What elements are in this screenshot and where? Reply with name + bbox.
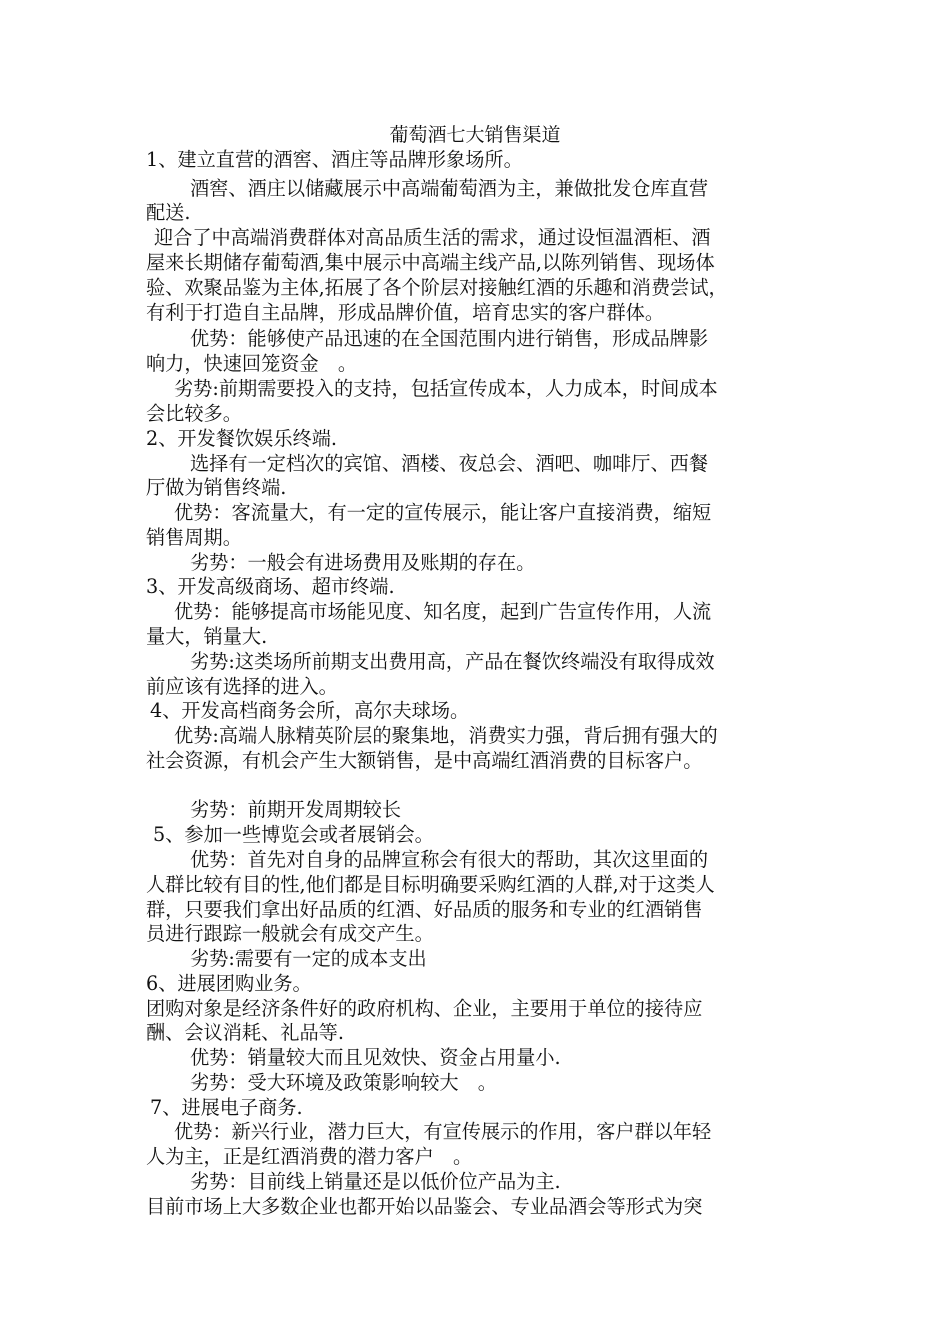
paragraph-line: 酒窖、酒庄以储藏展示中高端葡萄酒为主，兼做批发仓库直营 (190, 177, 709, 200)
paragraph-line: 迎合了中高端消费群体对高品质生活的需求，通过设恒温酒柜、酒 (154, 226, 711, 249)
heading-1: 1、建立直营的酒窖、酒庄等品牌形象场所。 (146, 148, 523, 171)
paragraph-line: 酬、会议消耗、礼品等. (146, 1021, 344, 1044)
paragraph-line: 员进行跟踪一般就会有成交产生。 (146, 922, 434, 945)
paragraph-line: 量大，销量大. (146, 625, 268, 648)
heading-5: 5、参加一些博览会或者展销会。 (153, 823, 434, 846)
paragraph-line: 有利于打造自主品牌，形成品牌价值，培育忠实的客户群体。 (146, 301, 665, 324)
paragraph-line: 验、欢聚品鉴为主体,拓展了各个阶层对接触红酒的乐趣和消费尝试， (146, 276, 728, 299)
heading-3: 3、开发高级商场、超市终端. (146, 575, 395, 598)
document-title: 葡萄酒七大销售渠道 (389, 124, 561, 146)
paragraph-line: 会比较多。 (146, 402, 242, 425)
paragraph-line: 人群比较有目的性,他们都是目标明确要采购红酒的人群,对于这类人 (146, 873, 715, 896)
paragraph-line: 优势：客流量大，有一定的宣传展示，能让客户直接消费，缩短 (174, 501, 712, 524)
heading-6: 6、进展团购业务。 (146, 972, 312, 995)
paragraph-line: 群，只要我们拿出好品质的红酒、好品质的服务和专业的红酒销售 (146, 898, 703, 921)
paragraph-line: 选择有一定档次的宾馆、酒楼、夜总会、酒吧、咖啡厅、西餐 (190, 452, 709, 475)
paragraph-line: 劣势：前期开发周期较长 (190, 798, 402, 821)
paragraph-line: 劣势：受大环境及政策影响较大 。 (190, 1071, 497, 1094)
paragraph-line: 劣势:前期需要投入的支持，包括宣传成本，人力成本，时间成本 (174, 377, 718, 400)
paragraph-line: 响力，快速回笼资金 。 (146, 352, 358, 375)
paragraph-line: 劣势：一般会有进场费用及账期的存在。 (190, 551, 536, 574)
paragraph-line: 优势：首先对自身的品牌宣称会有很大的帮助，其次这里面的 (190, 848, 709, 871)
heading-2: 2、开发餐饮娱乐终端. (146, 427, 337, 450)
paragraph-line: 厅做为销售终端. (146, 476, 287, 499)
paragraph-line: 优势：能够提高市场能见度、知名度，起到广告宣传作用，人流 (174, 600, 712, 623)
paragraph-line: 屋来长期储存葡萄酒,集中展示中高端主线产品,以陈列销售、现场体 (146, 251, 715, 274)
paragraph-line: 前应该有选择的进入。 (146, 675, 338, 698)
paragraph-line: 优势：新兴行业，潜力巨大，有宣传展示的作用，客户群以年轻 (174, 1120, 712, 1143)
paragraph-line: 配送. (146, 201, 191, 224)
paragraph-line: 团购对象是经济条件好的政府机构、企业，主要用于单位的接待应 (146, 997, 703, 1020)
paragraph-line: 优势：销量较大而且见效快、资金占用量小. (190, 1046, 561, 1069)
paragraph-line: 优势：能够使产品迅速的在全国范围内进行销售，形成品牌影 (190, 327, 709, 350)
paragraph-line: 社会资源，有机会产生大额销售，是中高端红酒消费的目标客户。 (146, 749, 703, 772)
heading-7: 7、进展电子商务. (150, 1096, 303, 1119)
paragraph-line: 劣势:需要有一定的成本支出 (190, 947, 427, 970)
paragraph-line: 劣势:这类场所前期支出费用高，产品在餐饮终端没有取得成效 (190, 650, 715, 673)
heading-4: 4、开发高档商务会所，高尔夫球场。 (150, 699, 470, 722)
paragraph-line: 人为主，正是红酒消费的潜力客户 。 (146, 1145, 473, 1168)
paragraph-line: 优势:高端人脉精英阶层的聚集地，消费实力强，背后拥有强大的 (174, 724, 718, 747)
paragraph-line: 劣势：目前线上销量还是以低价位产品为主. (190, 1170, 561, 1193)
paragraph-line: 目前市场上大多数企业也都开始以品鉴会、专业品酒会等形式为突 (146, 1195, 703, 1218)
paragraph-line: 销售周期。 (146, 526, 242, 549)
